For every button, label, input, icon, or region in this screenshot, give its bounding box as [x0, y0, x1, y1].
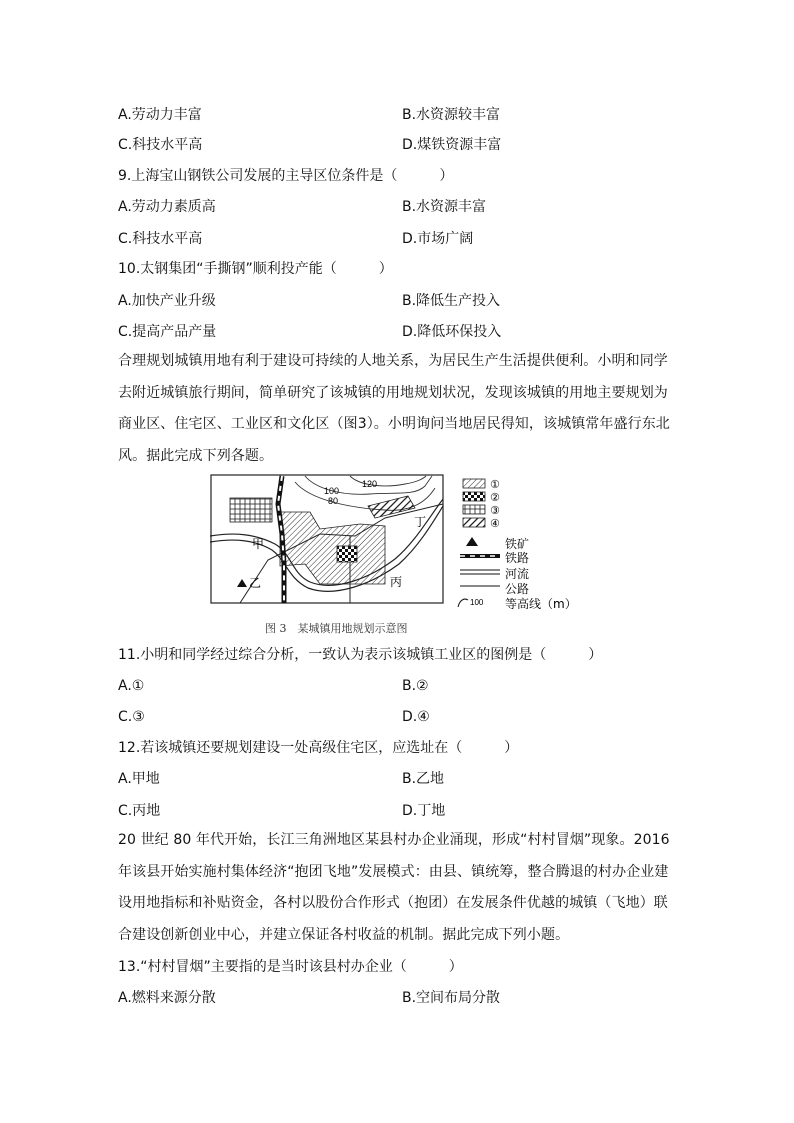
place-jia: 甲 — [252, 537, 265, 551]
q10-option-d: D.降低环保投入 — [402, 324, 502, 340]
q13-option-a: A.燃料来源分散 — [118, 990, 216, 1006]
place-ding: 丁 — [414, 515, 427, 529]
grid-zone — [230, 498, 272, 522]
q9-option-a: A.劳动力素质高 — [118, 199, 216, 215]
q12-option-d: D.丁地 — [402, 803, 446, 819]
q8-option-b: B.水资源较丰富 — [402, 107, 501, 123]
legend-swatch-3 — [463, 505, 485, 514]
q9-option-b: B.水资源丰富 — [402, 199, 487, 215]
place-bing: 丙 — [390, 575, 403, 589]
passage-village-enterprises: 20 世纪 80 年代开始，长江三角洲地区某县村办企业涌现，形成“村村冒烟”现象。2016 年该县开始实施村集体经济“抱团飞地”发展模式：由县、镇统筹，整合腾退的村办企业建设用地指标和补贴资金，各村以股份合作形式（抱团）在发展条件优越的城镇（飞地）联合建设创新创业中心，并建立保证各村收益的机制。据此完成下列小题。 — [118, 832, 670, 943]
legend-rail-label: 铁路 — [505, 551, 530, 565]
q8-option-d: D.煤铁资源丰富 — [402, 137, 502, 153]
q10-option-a: A.加快产业升级 — [118, 293, 216, 309]
legend-contour-label: 等高线（m） — [505, 597, 577, 609]
contour-label-80: 80 — [328, 496, 339, 506]
q11-option-d: D.④ — [402, 709, 430, 725]
q8-option-a: A.劳动力丰富 — [118, 107, 202, 123]
q11-option-a: A.① — [118, 678, 145, 694]
q10-stem: 10.太钢集团“手撕钢”顺利投产能（ ） — [118, 261, 393, 277]
legend-river-label: 河流 — [505, 567, 530, 581]
legend-swatch-4 — [463, 518, 485, 527]
q13-stem: 13.“村村冒烟”主要指的是当时该县村办企业（ ） — [118, 959, 463, 975]
checker-zone — [337, 546, 357, 562]
q11-option-c: C.③ — [118, 709, 145, 725]
q13-option-b: B.空间布局分散 — [402, 990, 501, 1006]
q12-option-a: A.甲地 — [118, 771, 160, 787]
legend — [458, 478, 577, 609]
legend-label-1: ① — [490, 478, 500, 491]
legend-iron-label: 铁矿 — [505, 537, 530, 551]
figure-caption: 图 3 某城镇用地规划示意图 — [265, 622, 408, 635]
legend-label-2: ② — [490, 491, 500, 504]
legend-label-4: ④ — [490, 517, 500, 530]
q11-option-b: B.② — [402, 678, 429, 694]
contour-label-100: 100 — [324, 486, 340, 496]
q9-stem: 9.上海宝山钢铁公司发展的主导区位条件是（ ） — [118, 168, 454, 184]
legend-label-3: ③ — [490, 504, 500, 517]
legend-road-label: 公路 — [505, 582, 530, 596]
legend-swatch-2 — [463, 492, 485, 501]
q8-option-c: C.科技水平高 — [118, 137, 203, 153]
legend-iron-icon — [466, 537, 478, 546]
place-yi: 乙 — [249, 576, 262, 590]
q12-stem: 12.若该城镇还要规划建设一处高级住宅区，应选址在（ ） — [118, 740, 519, 756]
q10-option-c: C.提高产品产量 — [118, 324, 217, 340]
legend-contour-value: 100 — [470, 598, 484, 607]
contour-label-120: 120 — [362, 479, 378, 489]
legend-contour-symbol — [458, 599, 468, 607]
q12-option-b: B.乙地 — [402, 771, 445, 787]
q12-option-c: C.丙地 — [118, 803, 161, 819]
q9-option-d: D.市场广阔 — [402, 231, 474, 247]
legend-swatch-1 — [463, 479, 485, 488]
q11-stem: 11.小明和同学经过综合分析，一致认为表示该城镇工业区的图例是（ ） — [118, 647, 603, 663]
passage-land-use: 合理规划城镇用地有利于建设可持续的人地关系，为居民生产生活提供便利。小明和同学去附近城镇旅行期间，简单研究了该城镇的用地规划状况，发现该城镇的用地主要规划为商业区、住宅区、工业区和文化区（图3）。小明询问当地居民得知，该城镇常年盛行东北风。据此完成下列各题。 — [118, 353, 670, 464]
q10-option-b: B.降低生产投入 — [402, 293, 501, 309]
town-land-use-map — [210, 474, 595, 609]
q9-option-c: C.科技水平高 — [118, 231, 203, 247]
